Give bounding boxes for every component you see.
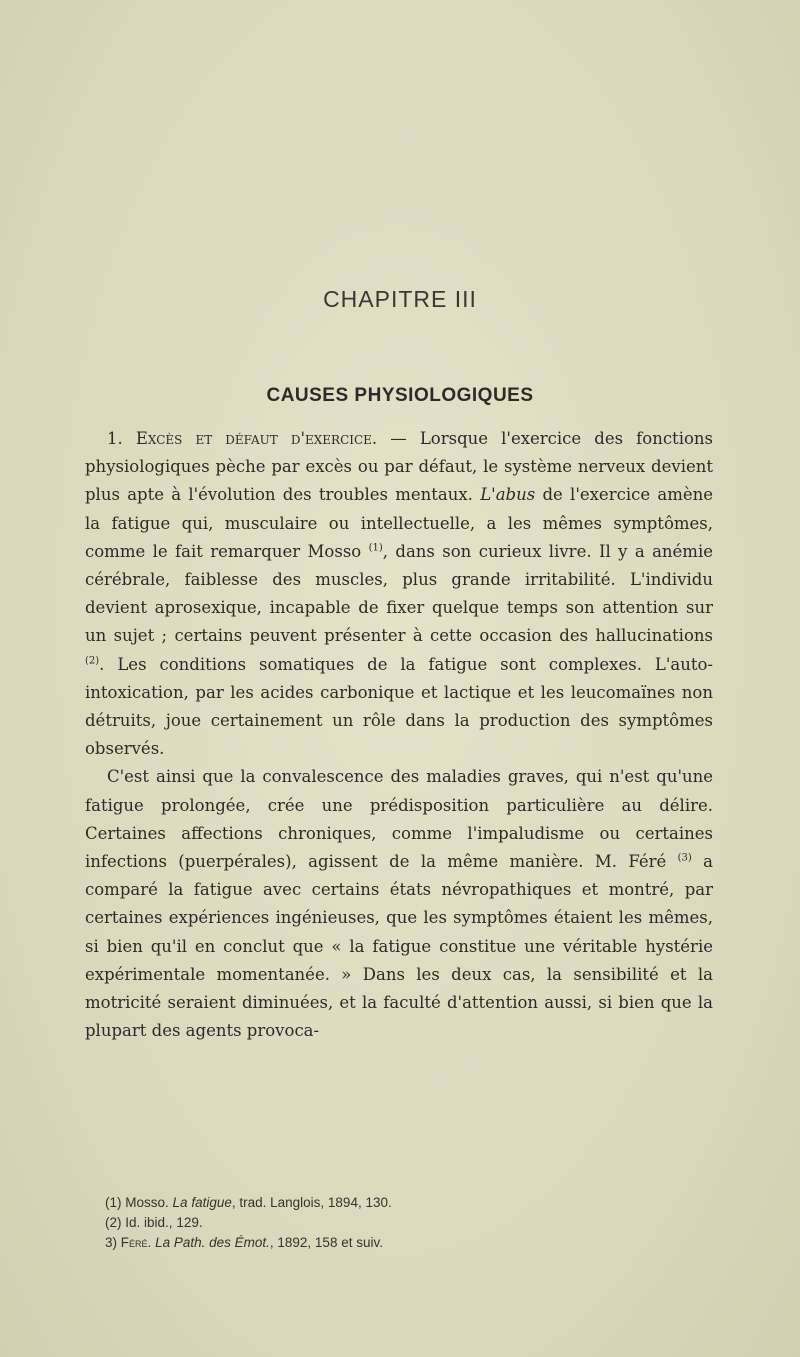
footnote-author: Id. (125, 1215, 141, 1230)
footnote-number: (2) (105, 1215, 122, 1230)
section-title: CAUSES PHYSIOLOGIQUES (266, 385, 534, 406)
text-segment: C'est ainsi que la convalescence des maladies graves, qui n'est qu'une fatigue prolongée, crée une prédisposition particulière au délire. Certaines affections chroniques, comme l'impaludisme ou certaines infections (puerpérales), agissent de la même manière. M. Féré (85, 767, 713, 872)
text-segment: . Les conditions somatiques de la fatigue sont complexes. L'auto-intoxication, par les acides carbonique et lactique et les leucomaïnes non détruits, joue certainement un rôle dans la production des symptômes observés. (85, 654, 713, 759)
footnote-3 (105, 1233, 705, 1253)
footnote-title: La fatigue (172, 1195, 232, 1210)
footnote-2 (105, 1213, 705, 1233)
footnote-detail: , 1892, 158 et suiv. (269, 1235, 383, 1250)
text-segment: , dans son curieux livre. Il y a anémie cérébrale, faiblesse des muscles, plus grande irritabilité. L'individu devient aprosexique, incapable de fixer quelque temps son attention sur un sujet ; certains peuvent présenter à cette occasion des hallucinations (85, 541, 713, 646)
footnote-detail: ibid., 129. (144, 1215, 203, 1230)
paragraph-heading: 1. Excès et défaut d'exercice. (107, 429, 378, 448)
footnotes (105, 1193, 705, 1253)
text-segment: — Lorsque l'exercice des fonctions physiologiques pèche par excès ou par défaut, le système nerveux devient plus apte à l'évolution des troubles mentaux. (85, 429, 713, 505)
footnote-title: La Path. des Émot. (155, 1235, 270, 1250)
chapter-title: CHAPITRE III (323, 286, 477, 312)
paragraph-1 (85, 425, 713, 763)
footnote-1 (105, 1193, 705, 1213)
footnote-author: Mosso. (125, 1195, 169, 1210)
footnote-ref-3: (3) (677, 852, 692, 864)
footnote-ref-2: (2) (85, 655, 100, 667)
text-segment: a comparé la fatigue avec certains états névropathiques et montré, par certaines expériences ingénieuses, que les symptômes étaient les mêmes, si bien qu'il en conclut que « la fatigue constitue une véritable hystérie expérimentale momentanée. » Dans les deux cas, la sensibilité et la motricité seraient diminuées, et la faculté d'attention aussi, si bien que la plupart des agents provoca- (85, 852, 713, 1041)
emphasis: L'abus (480, 485, 536, 505)
footnote-detail: , trad. Langlois, 1894, 130. (231, 1195, 392, 1210)
footnote-ref-1: (1) (368, 542, 383, 554)
paragraph-2 (85, 763, 713, 1045)
text-segment: de l'exercice amène la fatigue qui, musculaire ou intellectuelle, a les mêmes symptômes, comme le fait remarquer Mosso (85, 485, 713, 561)
footnote-number: 3) (105, 1235, 118, 1250)
footnote-author: Féré. (120, 1235, 152, 1250)
body-text (85, 425, 713, 1045)
footnote-number: (1) (105, 1195, 122, 1210)
